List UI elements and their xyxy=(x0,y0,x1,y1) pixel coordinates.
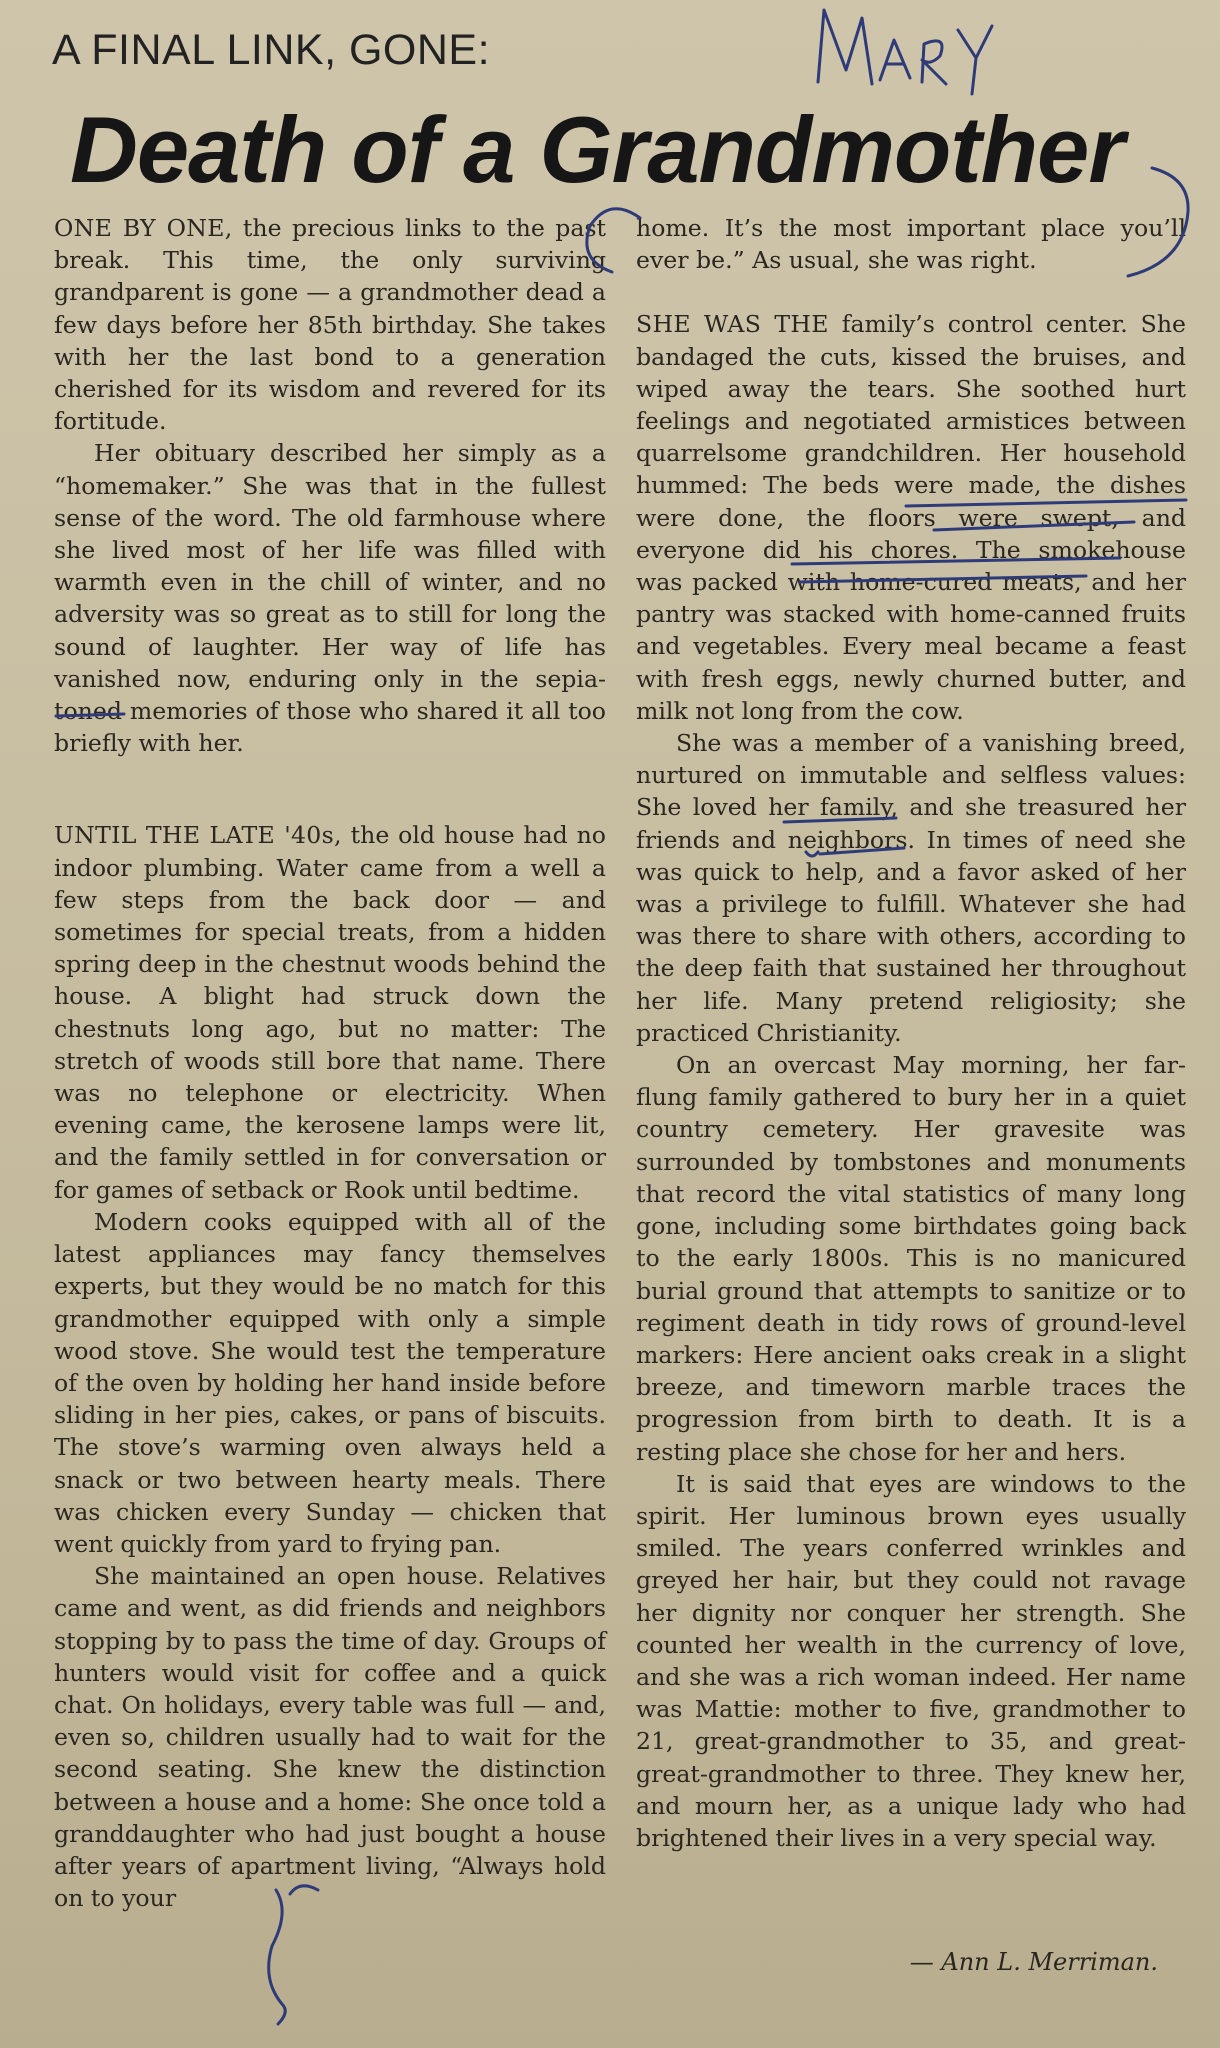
paragraph xyxy=(54,819,606,1205)
paragraph-text: the precious links to the past break. This time, the only surviving grandparent is gone — a grandmother dead a few days before her 85th birthday. She takes with her the last bond to a generation cherished for its wisdom and revered for its fortitude. xyxy=(54,214,606,436)
paragraph xyxy=(636,727,1186,1049)
paragraph-text: Her obituary described her simply as a “homemaker.” She was that in the fullest sense of the word. The old farmhouse where she lived most of her life was filled with warmth even in the chill of winter, and no adversity was so great as to still for long the sound of laughter. Her way of life has vanished now, enduring only in the sepia-toned memories of those who shared it all too briefly with her. xyxy=(54,439,606,758)
byline: — Ann L. Merriman. xyxy=(909,1948,1158,1976)
paragraph-text: It is said that eyes are windows to the spirit. Her luminous brown eyes usually smiled. The years conferred wrinkles and greyed her hair, but they could not ravage her dignity nor conquer her strength. She counted her wealth in the currency of love, and she was a rich woman indeed. Her name was Mattie: mother to five, grandmother to 21, great-grandmother to 35, and great-great-grandmother to three. They knew her, and mourn her, as a unique lady who had brightened their lives in a very special way. xyxy=(636,1469,1186,1852)
paragraph-text: family’s control center. She bandaged the cuts, kissed the bruises, and wiped away the tears. She soothed hurt feelings and negotiated armistices between quarrelsome grandchildren. Her household hummed: The beds were made, the dishes were done, the floors were swept, and everyone did his chores. The smokehouse was packed with home-cured meats, and her pantry was stacked with home-canned fruits and vegetables. Every meal became a feast with fresh eggs, newly churned butter, and milk not long from the cow. xyxy=(636,310,1186,725)
headline: Death of a Grandmother xyxy=(70,97,1124,202)
paragraph xyxy=(636,1468,1186,1854)
paragraph xyxy=(54,1206,606,1560)
paragraph-text: On an overcast May morning, her far-flung family gathered to bury her in a quiet country cemetery. Her gravesite was surrounded by tombstones and monuments that record the vital statistics of many long gone, including some birthdates going back to the early 1800s. This is no manicured burial ground that attempts to sanitize or to regiment death in tidy rows of ground-level markers: Here ancient oaks creak in a slight breeze, and timeworn marble traces the progression from birth to death. It is a resting place she chose for her and hers. xyxy=(636,1051,1186,1466)
kicker: A FINAL LINK, GONE: xyxy=(52,26,491,74)
paragraph-text: home. It’s the most important place you’ll ever be.” As usual, she was right. xyxy=(636,214,1186,275)
paragraph-text: She was a member of a vanishing breed, nurtured on immutable and selfless values: She loved her family, and she treasured her friends and neighbors. In times of need she was quick to help, and a favor asked of her was a privilege to fulfill. Whatever she had was there to share with others, according to the deep faith that sustained her throughout her life. Many pretend religiosity; she practiced Christianity. xyxy=(636,729,1186,1047)
paragraph-text: Modern cooks equipped with all of the latest appliances may fancy themselves experts, but they would be no match for this grandmother equipped with only a simple wood stove. She would test the temperature of the oven by holding her hand inside before sliding in her pies, cakes, or pans of biscuits. The stove’s warming oven always held a snack or two between hearty meals. There was chicken every Sunday — chicken that went quickly from yard to frying pan. xyxy=(54,1207,606,1558)
paragraph xyxy=(54,1560,606,1914)
paragraph xyxy=(54,212,606,437)
right-column xyxy=(636,212,1186,1854)
left-column xyxy=(54,212,606,1914)
handwritten-name xyxy=(818,10,992,94)
paragraph-text: She maintained an open house. Relatives came and went, as did friends and neighbors stopping by to pass the time of day. Groups of hunters would visit for coffee and a quick chat. On holidays, every table was full — and, even so, children usually had to wait for the second seating. She knew the distinction between a house and a home: She once told a granddaughter who had just bought a house after years of apartment living, “Always hold on to your xyxy=(54,1562,606,1913)
lead-in: ONE BY ONE, xyxy=(54,214,233,242)
lead-in: UNTIL THE LATE '40s, xyxy=(54,821,342,850)
lead-in: SHE WAS THE xyxy=(636,310,829,339)
paragraph xyxy=(636,1049,1186,1468)
paragraph xyxy=(636,212,1186,276)
paragraph xyxy=(636,308,1186,727)
paragraph xyxy=(54,437,606,759)
paragraph-text: the old house had no indoor plumbing. Water came from a well a few steps from the back door — and sometimes for special treats, from a hidden spring deep in the chestnut woods behind the house. A blight had struck down the chestnuts long ago, but no matter: The stretch of woods still bore that name. There was no telephone or electricity. When evening came, the kerosene lamps were lit, and the family settled in for conversation or for games of setback or Rook until bedtime. xyxy=(54,821,606,1204)
